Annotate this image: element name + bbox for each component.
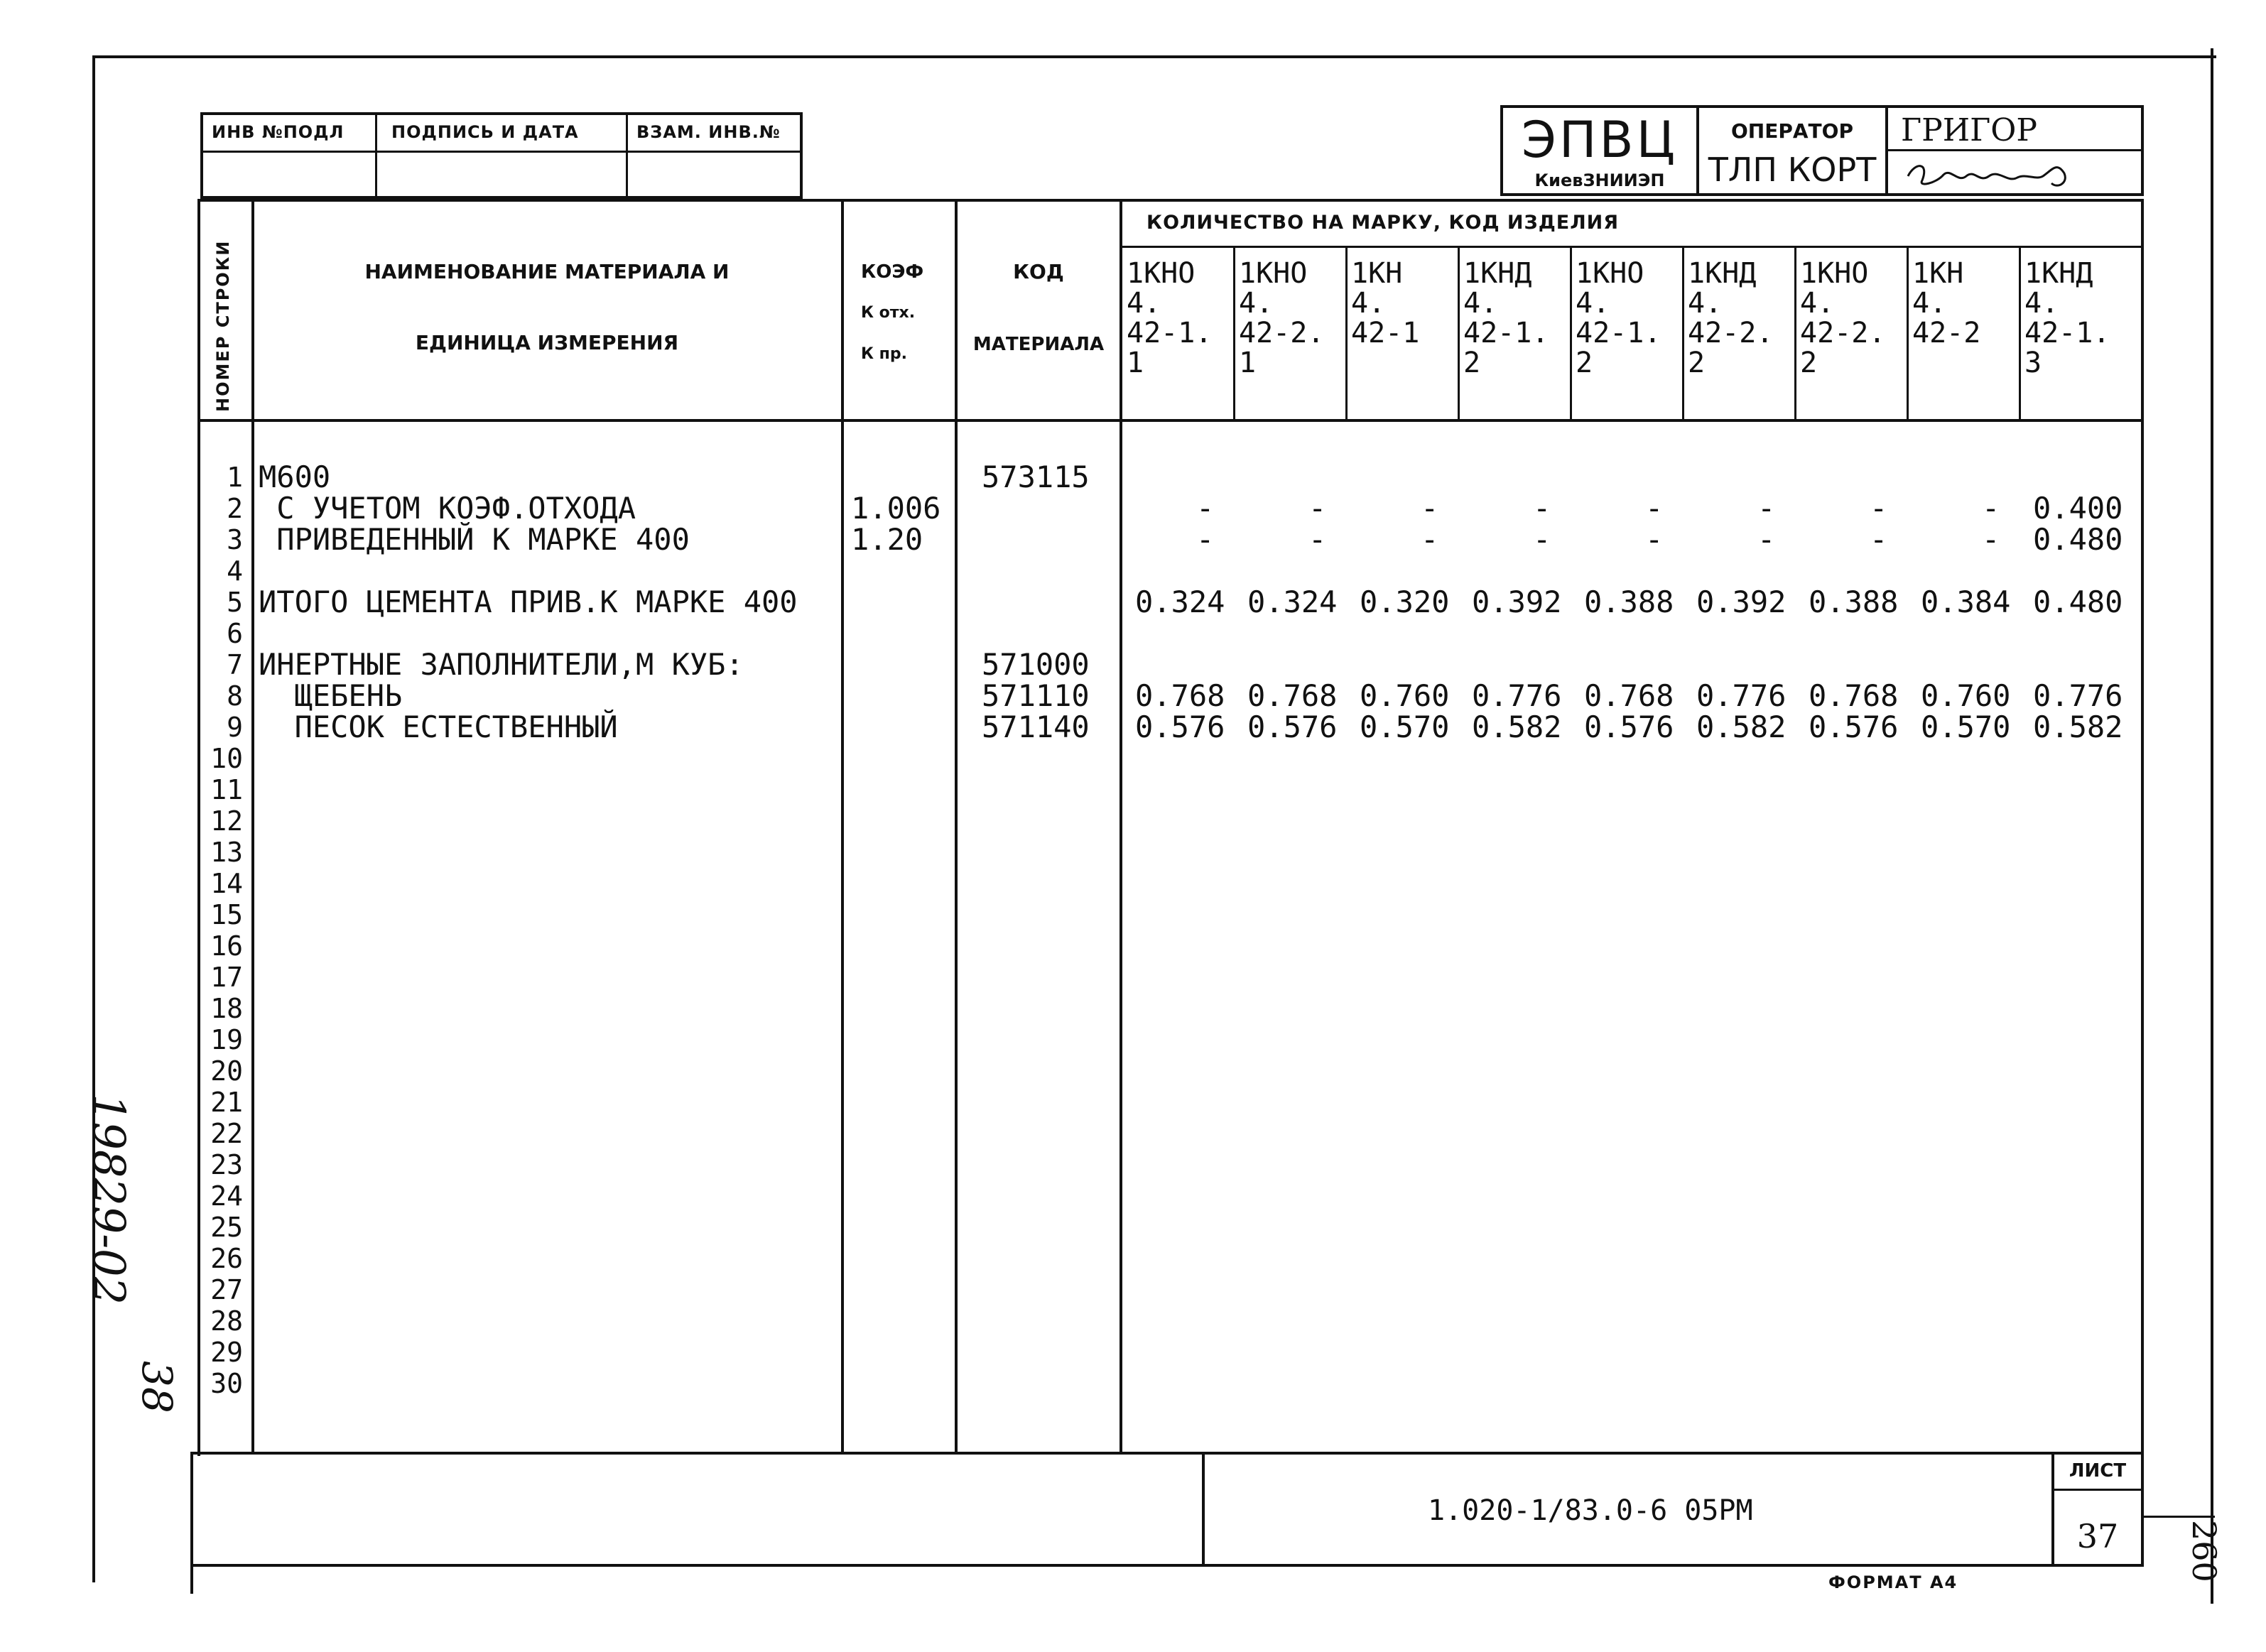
operator-value: ТЛП КОРТ [1708, 151, 1877, 189]
product-header-1: 1КНО 4. 42-1. 1 [1127, 257, 1213, 379]
row-number: 26 [210, 1243, 243, 1274]
row-number: 5 [227, 587, 243, 618]
person-name: ГРИГОР [1901, 112, 2037, 148]
row-number: 23 [210, 1149, 243, 1180]
row-number: 14 [210, 868, 243, 899]
row-number: 18 [210, 993, 243, 1024]
row-number: 12 [210, 805, 243, 837]
product-header-7: 1КНО 4. 42-2. 2 [1800, 257, 1886, 379]
stamp-block [200, 112, 803, 199]
header-name-line2: ЕДИНИЦА ИЗМЕРЕНИЯ [415, 331, 679, 354]
header-name-line1: НАИМЕНОВАНИЕ МАТЕРИАЛА И [364, 260, 730, 283]
row-number: 28 [210, 1305, 243, 1337]
row-number: 29 [210, 1337, 243, 1368]
outer-frame-right [2211, 48, 2213, 1604]
outer-frame-left [92, 55, 95, 1582]
row-value: 0.576 [1247, 710, 1338, 744]
row-number: 30 [210, 1368, 243, 1399]
doc-code: 1.020-1/83.0-6 05РМ [1428, 1494, 1753, 1527]
stamp-podpis-data: ПОДПИСЬ И ДАТА [391, 122, 579, 142]
row-number: 15 [210, 899, 243, 930]
row-value: - [1421, 491, 1439, 526]
row-code: 571110 [982, 678, 1090, 713]
header-coef-line2: К отх. [861, 304, 916, 322]
row-value: - [1870, 491, 1888, 526]
row-name: С УЧЕТОМ КОЭФ.ОТХОДА [259, 491, 636, 526]
title-block [1500, 105, 2144, 196]
format-label: ФОРМАТ А4 [1828, 1572, 1958, 1592]
footer-bottom [192, 1564, 2141, 1567]
row-number-column [200, 462, 243, 1399]
row-number: 24 [210, 1180, 243, 1212]
row-number: 6 [227, 618, 243, 649]
row-value: 0.768 [1809, 678, 1899, 713]
row-value: 0.576 [1135, 710, 1225, 744]
row-value: - [1982, 491, 2000, 526]
row-number: 11 [210, 774, 243, 805]
row-value: 0.480 [2033, 585, 2123, 619]
row-value: 0.388 [1809, 585, 1899, 619]
product-header-2: 1КНО 4. 42-2. 1 [1239, 257, 1325, 379]
row-number: 9 [227, 712, 243, 743]
row-value: - [1196, 522, 1215, 557]
row-number: 4 [227, 555, 243, 587]
header-qty-group: КОЛИЧЕСТВО НА МАРКУ, КОД ИЗДЕЛИЯ [1146, 212, 1620, 234]
header-code-line2: МАТЕРИАЛА [972, 334, 1105, 355]
product-header-3: 1КН 4. 42-1 [1351, 257, 1420, 349]
row-number: 10 [210, 743, 243, 774]
sheet-number: 37 [2076, 1517, 2119, 1555]
product-header-4: 1КНД 4. 42-1. 2 [1463, 257, 1549, 379]
row-value: - [1308, 491, 1327, 526]
row-value: 0.392 [1472, 585, 1562, 619]
row-value: 0.760 [1921, 678, 2011, 713]
sheet-label: ЛИСТ [2069, 1460, 2127, 1482]
header-coef-line1: КОЭФ [861, 261, 924, 283]
row-value: 0.768 [1247, 678, 1338, 713]
row-number: 21 [210, 1087, 243, 1118]
row-code: 571000 [982, 647, 1090, 682]
row-number: 17 [210, 962, 243, 993]
row-number: 1 [227, 462, 243, 493]
row-value: - [1757, 491, 1776, 526]
footer-left [190, 1452, 193, 1594]
row-number: 20 [210, 1055, 243, 1087]
row-number: 16 [210, 930, 243, 962]
left-margin-code: 19829-02 [83, 1094, 135, 1305]
row-value: - [1645, 522, 1664, 557]
left-margin-page: 38 [133, 1361, 181, 1413]
row-value: 0.768 [1135, 678, 1225, 713]
row-value: 0.392 [1696, 585, 1787, 619]
row-value: 0.582 [1472, 710, 1562, 744]
table-bottom [192, 1452, 2141, 1455]
row-value: 0.576 [1584, 710, 1674, 744]
row-number: 22 [210, 1118, 243, 1149]
row-value: - [1533, 522, 1551, 557]
product-header-5: 1КНО 4. 42-1. 2 [1576, 257, 1661, 379]
outer-frame-top [92, 55, 2216, 58]
stamp-inv-podl: ИНВ №ПОДЛ [212, 122, 345, 142]
row-value: 0.388 [1584, 585, 1674, 619]
row-coef: 1.006 [851, 491, 941, 526]
row-value: 0.570 [1360, 710, 1450, 744]
row-value: 0.384 [1921, 585, 2011, 619]
row-value: 0.576 [1809, 710, 1899, 744]
row-value: - [1757, 522, 1776, 557]
row-number: 13 [210, 837, 243, 868]
row-value: 0.480 [2033, 522, 2123, 557]
row-value: 0.400 [2033, 491, 2123, 526]
row-value: 0.570 [1921, 710, 2011, 744]
signature [1901, 155, 2114, 193]
row-name: ИТОГО ЦЕМЕНТА ПРИВ.К МАРКЕ 400 [259, 585, 798, 619]
row-value: 0.776 [2033, 678, 2123, 713]
row-value: - [1196, 491, 1215, 526]
row-code: 573115 [982, 460, 1090, 494]
row-value: 0.582 [2033, 710, 2123, 744]
row-name: ПРИВЕДЕННЫЙ К МАРКЕ 400 [259, 522, 690, 557]
row-value: 0.324 [1135, 585, 1225, 619]
right-page-number: 260 [2185, 1520, 2223, 1582]
row-number: 19 [210, 1024, 243, 1055]
row-number: 8 [227, 680, 243, 712]
row-value: - [1982, 522, 2000, 557]
stamp-vzam-inv: ВЗАМ. ИНВ.№ [636, 122, 781, 142]
row-number: 3 [227, 524, 243, 555]
row-code: 571140 [982, 710, 1090, 744]
row-value: 0.582 [1696, 710, 1787, 744]
row-value: - [1645, 491, 1664, 526]
row-value: 0.776 [1472, 678, 1562, 713]
row-coef: 1.20 [851, 522, 923, 557]
row-value: 0.324 [1247, 585, 1338, 619]
row-number: 7 [227, 649, 243, 680]
row-value: - [1421, 522, 1439, 557]
row-value: 0.760 [1360, 678, 1450, 713]
org-name: ЭПВЦ [1522, 111, 1678, 169]
row-number: 27 [210, 1274, 243, 1305]
row-value: 0.320 [1360, 585, 1450, 619]
header-row-number: НОМЕР СТРОКИ [213, 239, 233, 412]
row-value: - [1870, 522, 1888, 557]
row-name: ЩЕБЕНЬ [259, 678, 403, 713]
row-name: ПЕСОК ЕСТЕСТВЕННЫЙ [259, 710, 618, 744]
row-name: М600 [259, 460, 331, 494]
product-header-6: 1КНД 4. 42-2. 2 [1688, 257, 1774, 379]
header-code-line1: КОД [1013, 260, 1064, 283]
row-number: 2 [227, 493, 243, 524]
header-bottom [197, 419, 2144, 422]
row-value: 0.768 [1584, 678, 1674, 713]
row-value: - [1533, 491, 1551, 526]
row-number: 25 [210, 1212, 243, 1243]
row-value: 0.776 [1696, 678, 1787, 713]
table-right [2141, 199, 2144, 1567]
header-coef-line3: К пр. [861, 345, 907, 363]
operator-label: ОПЕРАТОР [1731, 119, 1853, 143]
product-header-8: 1КН 4. 42-2 [1912, 257, 1981, 349]
org-subname: КиевЗНИИЭП [1534, 170, 1665, 190]
table-top [197, 199, 2144, 202]
row-name: ИНЕРТНЫЕ ЗАПОЛНИТЕЛИ,М КУБ: [259, 647, 744, 682]
product-header-9: 1КНД 4. 42-1. 3 [2024, 257, 2110, 379]
row-value: - [1308, 522, 1327, 557]
